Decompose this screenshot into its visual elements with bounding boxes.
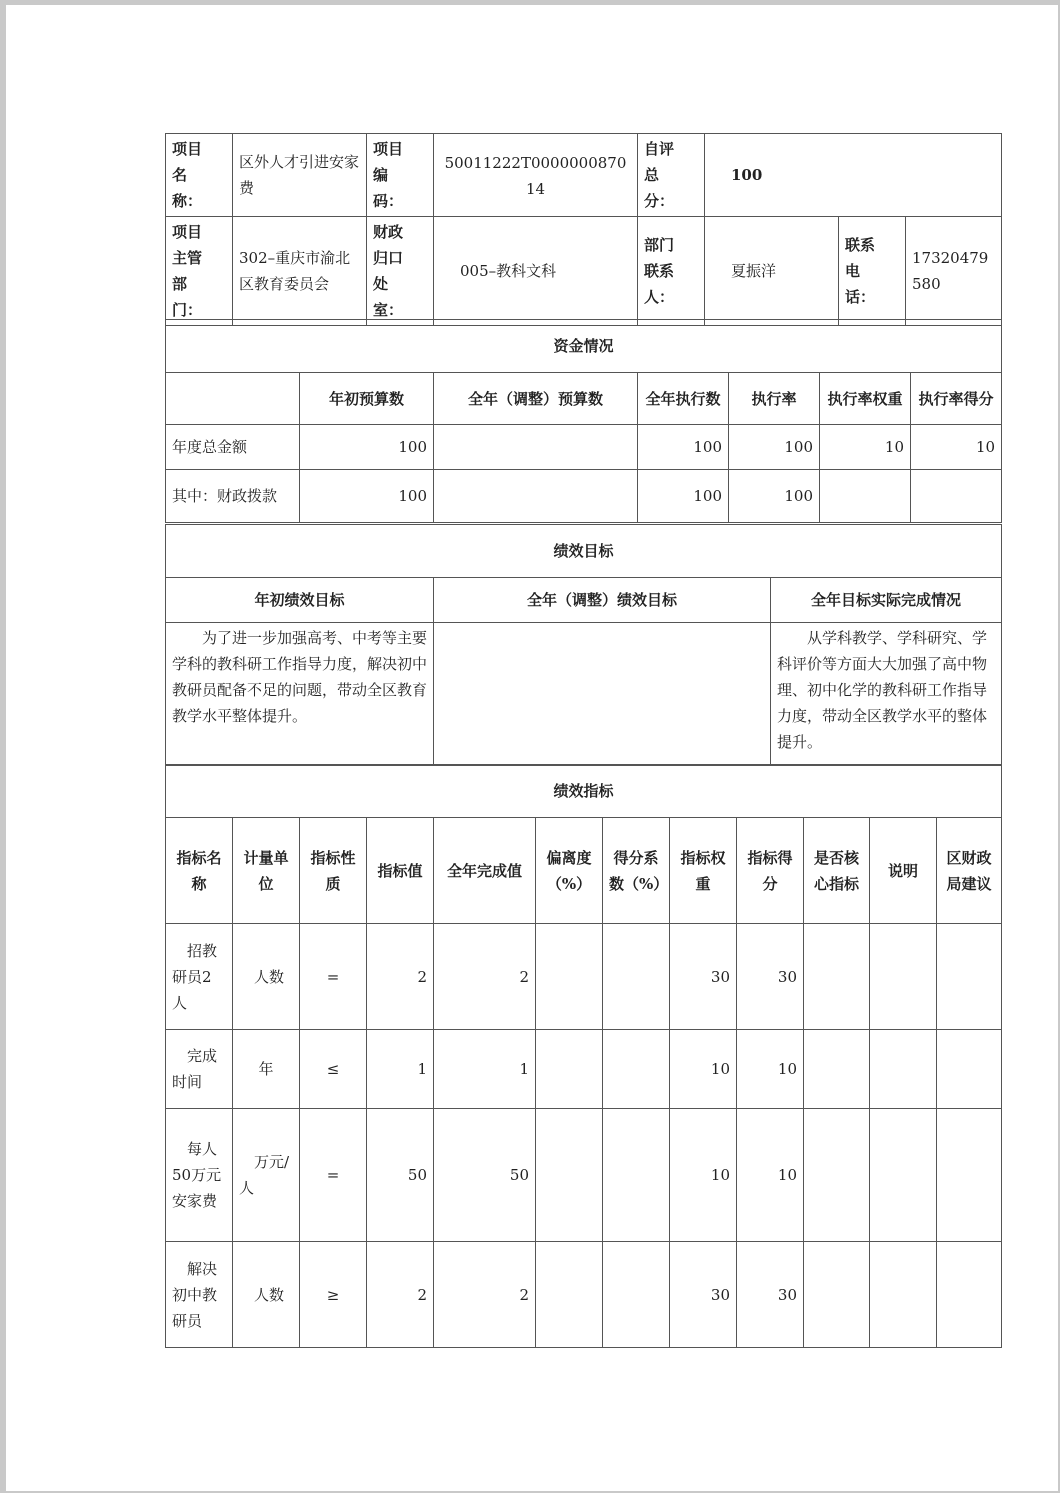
ind-score: 30 <box>737 924 804 1030</box>
goals-section-title: 绩效目标 <box>166 525 1002 578</box>
ind-header-deviation: 偏离度（%） <box>536 818 603 924</box>
funds-cell: 100 <box>729 425 820 470</box>
ind-header-coef: 得分系数（%） <box>603 818 670 924</box>
ind-score: 10 <box>737 1109 804 1242</box>
funds-row-label: 其中：财政拨款 <box>166 470 300 523</box>
contact-label: 部门 联系 人： <box>638 217 705 326</box>
ind-core <box>804 1242 870 1348</box>
ind-nature: = <box>300 1109 367 1242</box>
ind-coef <box>603 924 670 1030</box>
funds-cell: 100 <box>300 425 434 470</box>
ind-header-core: 是否核心指标 <box>804 818 870 924</box>
table-row <box>166 1109 1002 1242</box>
funds-header-adjusted: 全年（调整）预算数 <box>434 373 638 425</box>
funds-header-blank <box>166 373 300 425</box>
dept-label: 项目 主管 部 门： <box>166 217 233 326</box>
ind-value: 2 <box>367 924 434 1030</box>
ind-value: 1 <box>367 1030 434 1109</box>
ind-coef <box>603 1242 670 1348</box>
document-page <box>6 5 1058 1491</box>
ind-value: 50 <box>367 1109 434 1242</box>
goals-header-actual: 全年目标实际完成情况 <box>771 578 1002 623</box>
self-score: 100 <box>705 134 1002 217</box>
goals-header-initial: 年初绩效目标 <box>166 578 434 623</box>
ind-deviation <box>536 1242 603 1348</box>
funds-table <box>165 319 1002 523</box>
indicators-table <box>165 764 1002 1348</box>
dept: 302–重庆市渝北区教育委员会 <box>233 217 367 326</box>
ind-note <box>870 1030 937 1109</box>
ind-completed: 2 <box>434 924 536 1030</box>
ind-completed: 1 <box>434 1030 536 1109</box>
ind-advice <box>937 1109 1002 1242</box>
ind-weight: 30 <box>670 924 737 1030</box>
contact-person: 夏振洋 <box>705 217 839 326</box>
ind-name: 解决初中教研员 <box>166 1242 233 1348</box>
project-name-label: 项目 名 称： <box>166 134 233 217</box>
ind-name: 招教研员2人 <box>166 924 233 1030</box>
ind-header-unit: 计量单位 <box>233 818 300 924</box>
ind-core <box>804 924 870 1030</box>
project-code: 50011222T000000087014 <box>434 134 638 217</box>
funds-row-label: 年度总金额 <box>166 425 300 470</box>
ind-note <box>870 924 937 1030</box>
ind-score: 30 <box>737 1242 804 1348</box>
funds-header-weight: 执行率权重 <box>820 373 911 425</box>
ind-value: 2 <box>367 1242 434 1348</box>
ind-core <box>804 1030 870 1109</box>
funds-cell: 10 <box>911 425 1002 470</box>
funds-cell <box>911 470 1002 523</box>
goals-header-adjusted: 全年（调整）绩效目标 <box>434 578 771 623</box>
project-code-label: 项目 编 码： <box>367 134 434 217</box>
project-info-table <box>165 133 1002 326</box>
ind-coef <box>603 1030 670 1109</box>
ind-header-value: 指标值 <box>367 818 434 924</box>
table-row <box>166 470 1002 523</box>
goal-initial-text: 为了进一步加强高考、中考等主要学科的教科研工作指导力度，解决初中教研员配备不足的问题，带动全区教育教学水平整体提升。 <box>166 623 434 766</box>
goal-adjusted-text <box>434 623 771 766</box>
funds-cell: 100 <box>729 470 820 523</box>
table-row <box>166 1030 1002 1109</box>
ind-weight: 30 <box>670 1242 737 1348</box>
ind-header-advice: 区财政局建议 <box>937 818 1002 924</box>
ind-weight: 10 <box>670 1109 737 1242</box>
finance-office: 005–教科文科 <box>434 217 638 326</box>
ind-name: 每人50万元安家费 <box>166 1109 233 1242</box>
indicators-section-title: 绩效指标 <box>166 765 1002 818</box>
ind-weight: 10 <box>670 1030 737 1109</box>
ind-advice <box>937 1242 1002 1348</box>
funds-header-rate: 执行率 <box>729 373 820 425</box>
ind-nature: ≥ <box>300 1242 367 1348</box>
funds-cell <box>434 425 638 470</box>
ind-core <box>804 1109 870 1242</box>
ind-note <box>870 1109 937 1242</box>
ind-nature: ≤ <box>300 1030 367 1109</box>
ind-unit: 万元/人 <box>233 1109 300 1242</box>
ind-advice <box>937 1030 1002 1109</box>
ind-deviation <box>536 924 603 1030</box>
goals-table <box>165 524 1002 766</box>
funds-header-executed: 全年执行数 <box>638 373 729 425</box>
ind-note <box>870 1242 937 1348</box>
ind-nature: = <box>300 924 367 1030</box>
ind-coef <box>603 1109 670 1242</box>
table-row <box>166 425 1002 470</box>
ind-deviation <box>536 1109 603 1242</box>
ind-completed: 2 <box>434 1242 536 1348</box>
ind-score: 10 <box>737 1030 804 1109</box>
ind-name: 完成时间 <box>166 1030 233 1109</box>
table-row <box>166 924 1002 1030</box>
ind-header-nature: 指标性质 <box>300 818 367 924</box>
funds-cell <box>434 470 638 523</box>
funds-cell: 100 <box>300 470 434 523</box>
goal-actual-text: 从学科教学、学科研究、学科评价等方面大大加强了高中物理、初中化学的教科研工作指导力度，带动全区教学水平的整体提升。 <box>771 623 1002 766</box>
funds-cell: 10 <box>820 425 911 470</box>
table-row <box>166 1242 1002 1348</box>
ind-header-weight: 指标权重 <box>670 818 737 924</box>
ind-header-completed: 全年完成值 <box>434 818 536 924</box>
ind-header-score: 指标得分 <box>737 818 804 924</box>
funds-header-score: 执行率得分 <box>911 373 1002 425</box>
ind-unit: 人数 <box>233 924 300 1030</box>
project-name: 区外人才引进安家费 <box>233 134 367 217</box>
self-score-label: 自评 总 分： <box>638 134 705 217</box>
phone-label: 联系 电 话： <box>839 217 906 326</box>
ind-header-note: 说明 <box>870 818 937 924</box>
phone-number: 17320479580 <box>906 217 1002 326</box>
funds-cell <box>820 470 911 523</box>
ind-completed: 50 <box>434 1109 536 1242</box>
funds-cell: 100 <box>638 470 729 523</box>
ind-deviation <box>536 1030 603 1109</box>
finance-label: 财政 归口 处 室： <box>367 217 434 326</box>
ind-unit: 年 <box>233 1030 300 1109</box>
funds-header-initial: 年初预算数 <box>300 373 434 425</box>
funds-cell: 100 <box>638 425 729 470</box>
ind-advice <box>937 924 1002 1030</box>
funds-section-title: 资金情况 <box>166 320 1002 373</box>
ind-header-name: 指标名称 <box>166 818 233 924</box>
ind-unit: 人数 <box>233 1242 300 1348</box>
